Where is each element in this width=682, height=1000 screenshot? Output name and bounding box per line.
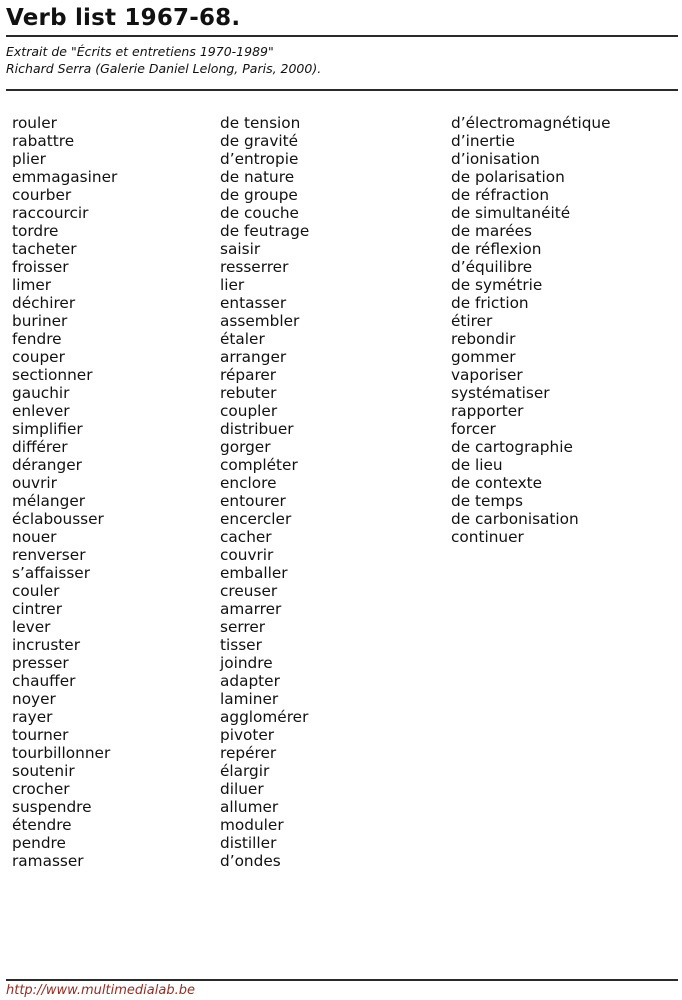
page-title: Verb list 1967-68. xyxy=(6,5,241,31)
verb-item: cacher xyxy=(220,528,272,546)
verb-item: de polarisation xyxy=(451,168,565,186)
verb-item: d’ionisation xyxy=(451,150,540,168)
verb-item: joindre xyxy=(220,654,273,672)
verb-item: élargir xyxy=(220,762,270,780)
verb-item: tordre xyxy=(12,222,59,240)
verb-column-3 xyxy=(451,114,611,546)
verb-item: ramasser xyxy=(12,852,84,870)
verb-item: nouer xyxy=(12,528,57,546)
verb-item: encercler xyxy=(220,510,292,528)
verb-item: ouvrir xyxy=(12,474,57,492)
verb-item: de friction xyxy=(451,294,529,312)
verb-item: de temps xyxy=(451,492,523,510)
verb-item: sectionner xyxy=(12,366,93,384)
verb-item: de cartographie xyxy=(451,438,573,456)
verb-item: de réfraction xyxy=(451,186,550,204)
title-divider xyxy=(6,35,678,37)
footer-divider xyxy=(6,979,678,981)
verb-item: arranger xyxy=(220,348,287,366)
source-line-1: Extrait de "Écrits et entretiens 1970-1989" xyxy=(6,44,274,59)
verb-item: rouler xyxy=(12,114,57,132)
verb-item: tourbillonner xyxy=(12,744,111,762)
verb-item: emballer xyxy=(220,564,288,582)
verb-item: suspendre xyxy=(12,798,92,816)
verb-item: entourer xyxy=(220,492,286,510)
verb-item: buriner xyxy=(12,312,68,330)
verb-item: de réflexion xyxy=(451,240,542,258)
verb-item: de tension xyxy=(220,114,301,132)
verb-item: gorger xyxy=(220,438,271,456)
verb-item: cintrer xyxy=(12,600,63,618)
verb-item: emmagasiner xyxy=(12,168,118,186)
verb-item: simplifier xyxy=(12,420,83,438)
verb-item: de lieu xyxy=(451,456,503,474)
verb-item: d’électromagnétique xyxy=(451,114,611,132)
verb-item: raccourcir xyxy=(12,204,89,222)
verb-item: entasser xyxy=(220,294,287,312)
verb-item: lever xyxy=(12,618,51,636)
verb-item: déranger xyxy=(12,456,82,474)
verb-item: moduler xyxy=(220,816,284,834)
verb-item: saisir xyxy=(220,240,261,258)
verb-item: de feutrage xyxy=(220,222,310,240)
verb-item: de contexte xyxy=(451,474,543,492)
verb-item: amarrer xyxy=(220,600,282,618)
verb-item: crocher xyxy=(12,780,70,798)
verb-item: de symétrie xyxy=(451,276,543,294)
verb-item: forcer xyxy=(451,420,496,438)
verb-item: agglomérer xyxy=(220,708,309,726)
verb-item: enlever xyxy=(12,402,70,420)
verb-item: plier xyxy=(12,150,46,168)
verb-item: rapporter xyxy=(451,402,524,420)
verb-item: systématiser xyxy=(451,384,550,402)
verb-item: tourner xyxy=(12,726,69,744)
verb-item: vaporiser xyxy=(451,366,523,384)
verb-item: creuser xyxy=(220,582,278,600)
verb-item: presser xyxy=(12,654,69,672)
verb-item: gommer xyxy=(451,348,516,366)
verb-item: gauchir xyxy=(12,384,70,402)
source-citation xyxy=(6,43,321,77)
verb-item: incruster xyxy=(12,636,81,654)
verb-item: soutenir xyxy=(12,762,75,780)
verb-item: mélanger xyxy=(12,492,86,510)
verb-column-1 xyxy=(12,114,117,870)
verb-item: chauffer xyxy=(12,672,76,690)
verb-item: resserrer xyxy=(220,258,289,276)
verb-item: distiller xyxy=(220,834,277,852)
verb-item: renverser xyxy=(12,546,86,564)
verb-item: de simultanéité xyxy=(451,204,571,222)
verb-item: tisser xyxy=(220,636,262,654)
verb-item: couler xyxy=(12,582,60,600)
verb-item: étirer xyxy=(451,312,493,330)
verb-item: fendre xyxy=(12,330,62,348)
verb-item: pivoter xyxy=(220,726,275,744)
verb-item: de marées xyxy=(451,222,533,240)
verb-item: étendre xyxy=(12,816,72,834)
verb-item: allumer xyxy=(220,798,279,816)
verb-item: rayer xyxy=(12,708,53,726)
verb-item: de groupe xyxy=(220,186,298,204)
verb-item: laminer xyxy=(220,690,279,708)
verb-item: d’inertie xyxy=(451,132,515,150)
verb-item: rebuter xyxy=(220,384,277,402)
verb-item: distribuer xyxy=(220,420,294,438)
verb-item: continuer xyxy=(451,528,524,546)
verb-item: réparer xyxy=(220,366,277,384)
verb-item: étaler xyxy=(220,330,265,348)
verb-item: de gravité xyxy=(220,132,299,150)
verb-item: assembler xyxy=(220,312,300,330)
verb-item: éclabousser xyxy=(12,510,104,528)
verb-item: déchirer xyxy=(12,294,76,312)
verb-item: courber xyxy=(12,186,72,204)
verb-column-2 xyxy=(220,114,309,870)
verb-item: noyer xyxy=(12,690,56,708)
verb-item: d’entropie xyxy=(220,150,299,168)
verb-item: serrer xyxy=(220,618,266,636)
verb-item: limer xyxy=(12,276,52,294)
verb-item: compléter xyxy=(220,456,298,474)
verb-item: lier xyxy=(220,276,245,294)
verb-item: de carbonisation xyxy=(451,510,579,528)
verb-item: rabattre xyxy=(12,132,75,150)
verb-item: d’ondes xyxy=(220,852,281,870)
verb-item: diluer xyxy=(220,780,264,798)
verb-item: différer xyxy=(12,438,68,456)
verb-item: adapter xyxy=(220,672,280,690)
verb-item: couvrir xyxy=(220,546,274,564)
verb-item: rebondir xyxy=(451,330,516,348)
verb-item: s’affaisser xyxy=(12,564,91,582)
source-line-2: Richard Serra (Galerie Daniel Lelong, Paris, 2000). xyxy=(6,61,322,76)
verb-item: d’équilibre xyxy=(451,258,533,276)
verb-item: enclore xyxy=(220,474,277,492)
header-divider xyxy=(6,89,678,91)
verb-item: de couche xyxy=(220,204,299,222)
verb-item: froisser xyxy=(12,258,69,276)
verb-item: coupler xyxy=(220,402,278,420)
verb-item: couper xyxy=(12,348,65,366)
verb-item: pendre xyxy=(12,834,66,852)
verb-item: de nature xyxy=(220,168,295,186)
verb-item: repérer xyxy=(220,744,277,762)
footer-website-link[interactable]: http://www.multimedialab.be xyxy=(6,983,195,998)
verb-item: tacheter xyxy=(12,240,77,258)
